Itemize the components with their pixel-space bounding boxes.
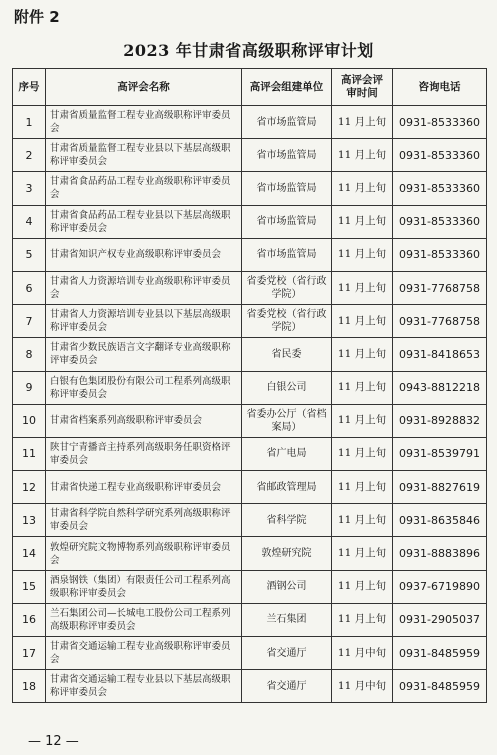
cell-phone: 0937-6719890 <box>393 570 487 603</box>
cell-index: 15 <box>13 570 46 603</box>
cell-review-time: 11 月上旬 <box>332 271 393 304</box>
cell-committee-name: 甘肃省交通运输工程专业高级职称评审委员会 <box>46 637 242 670</box>
cell-index: 7 <box>13 305 46 338</box>
cell-organizing-unit: 省民委 <box>242 338 332 371</box>
table-row <box>13 305 487 338</box>
header-index: 序号 <box>13 69 46 106</box>
cell-review-time: 11 月上旬 <box>332 471 393 504</box>
table-row <box>13 139 487 172</box>
table-row <box>13 205 487 238</box>
header-unit: 高评会组建单位 <box>242 69 332 106</box>
table-row <box>13 172 487 205</box>
cell-phone: 0931-8533360 <box>393 205 487 238</box>
cell-organizing-unit: 省广电局 <box>242 437 332 470</box>
page-number: — 12 — <box>28 734 79 749</box>
cell-review-time: 11 月上旬 <box>332 305 393 338</box>
cell-organizing-unit: 白银公司 <box>242 371 332 404</box>
cell-organizing-unit: 省科学院 <box>242 504 332 537</box>
cell-phone: 0931-2905037 <box>393 603 487 636</box>
cell-committee-name: 甘肃省质量监督工程专业县以下基层高级职称评审委员会 <box>46 139 242 172</box>
cell-phone: 0931-8533360 <box>393 238 487 271</box>
cell-index: 18 <box>13 670 46 703</box>
cell-review-time: 11 月上旬 <box>332 106 393 139</box>
cell-review-time: 11 月上旬 <box>332 205 393 238</box>
cell-index: 3 <box>13 172 46 205</box>
cell-phone: 0931-7768758 <box>393 305 487 338</box>
cell-index: 17 <box>13 637 46 670</box>
cell-phone: 0931-8533360 <box>393 172 487 205</box>
cell-organizing-unit: 省市场监管局 <box>242 205 332 238</box>
cell-phone: 0931-8485959 <box>393 670 487 703</box>
table-row <box>13 603 487 636</box>
table-row <box>13 537 487 570</box>
cell-phone: 0931-8539791 <box>393 437 487 470</box>
cell-committee-name: 白银有色集团股份有限公司工程系列高级职称评审委员会 <box>46 371 242 404</box>
cell-organizing-unit: 省交通厅 <box>242 670 332 703</box>
cell-review-time: 11 月上旬 <box>332 570 393 603</box>
table-body <box>13 106 487 703</box>
cell-index: 8 <box>13 338 46 371</box>
cell-review-time: 11 月上旬 <box>332 504 393 537</box>
table-row <box>13 404 487 437</box>
table-row <box>13 504 487 537</box>
cell-review-time: 11 月上旬 <box>332 338 393 371</box>
cell-organizing-unit: 兰石集团 <box>242 603 332 636</box>
cell-index: 9 <box>13 371 46 404</box>
cell-review-time: 11 月上旬 <box>332 371 393 404</box>
cell-phone: 0931-8418653 <box>393 338 487 371</box>
cell-committee-name: 甘肃省少数民族语言文字翻译专业高级职称评审委员会 <box>46 338 242 371</box>
cell-organizing-unit: 省市场监管局 <box>242 238 332 271</box>
cell-review-time: 11 月上旬 <box>332 603 393 636</box>
cell-review-time: 11 月上旬 <box>332 139 393 172</box>
cell-index: 4 <box>13 205 46 238</box>
cell-index: 14 <box>13 537 46 570</box>
cell-review-time: 11 月上旬 <box>332 537 393 570</box>
cell-phone: 0931-8928832 <box>393 404 487 437</box>
table-row <box>13 106 487 139</box>
cell-review-time: 11 月上旬 <box>332 404 393 437</box>
cell-committee-name: 兰石集团公司—长城电工股份公司工程系列高级职称评审委员会 <box>46 603 242 636</box>
cell-organizing-unit: 省邮政管理局 <box>242 471 332 504</box>
cell-organizing-unit: 敦煌研究院 <box>242 537 332 570</box>
cell-organizing-unit: 省委党校（省行政学院） <box>242 271 332 304</box>
table-row <box>13 670 487 703</box>
cell-organizing-unit: 省市场监管局 <box>242 172 332 205</box>
cell-organizing-unit: 省委办公厅（省档案局） <box>242 404 332 437</box>
cell-review-time: 11 月上旬 <box>332 437 393 470</box>
cell-index: 5 <box>13 238 46 271</box>
cell-index: 11 <box>13 437 46 470</box>
table-row <box>13 371 487 404</box>
review-plan-table <box>12 68 487 703</box>
table-row <box>13 271 487 304</box>
cell-committee-name: 甘肃省人力资源培训专业高级职称评审委员会 <box>46 271 242 304</box>
table-row <box>13 338 487 371</box>
cell-index: 10 <box>13 404 46 437</box>
cell-committee-name: 酒泉钢铁（集团）有限责任公司工程系列高级职称评审委员会 <box>46 570 242 603</box>
cell-organizing-unit: 省委党校（省行政学院） <box>242 305 332 338</box>
cell-phone: 0931-8827619 <box>393 471 487 504</box>
header-name: 高评会名称 <box>46 69 242 106</box>
table-row <box>13 471 487 504</box>
cell-organizing-unit: 省市场监管局 <box>242 106 332 139</box>
table-row <box>13 637 487 670</box>
cell-index: 13 <box>13 504 46 537</box>
table-row <box>13 570 487 603</box>
cell-committee-name: 甘肃省知识产权专业高级职称评审委员会 <box>46 238 242 271</box>
cell-committee-name: 甘肃省科学院自然科学研究系列高级职称评审委员会 <box>46 504 242 537</box>
cell-phone: 0931-8533360 <box>393 106 487 139</box>
cell-index: 12 <box>13 471 46 504</box>
cell-phone: 0931-8635846 <box>393 504 487 537</box>
table-row <box>13 238 487 271</box>
cell-review-time: 11 月上旬 <box>332 172 393 205</box>
cell-review-time: 11 月中旬 <box>332 670 393 703</box>
header-time: 高评会评审时间 <box>332 69 393 106</box>
cell-committee-name: 甘肃省人力资源培训专业县以下基层高级职称评审委员会 <box>46 305 242 338</box>
table-header-row <box>13 69 487 106</box>
cell-organizing-unit: 省市场监管局 <box>242 139 332 172</box>
cell-index: 16 <box>13 603 46 636</box>
cell-committee-name: 甘肃省快递工程专业高级职称评审委员会 <box>46 471 242 504</box>
cell-committee-name: 甘肃省档案系列高级职称评审委员会 <box>46 404 242 437</box>
cell-committee-name: 甘肃省交通运输工程专业县以下基层高级职称评审委员会 <box>46 670 242 703</box>
cell-committee-name: 甘肃省质量监督工程专业高级职称评审委员会 <box>46 106 242 139</box>
cell-review-time: 11 月上旬 <box>332 238 393 271</box>
page-title: 2023 年甘肃省高级职称评审计划 <box>123 41 374 60</box>
cell-index: 1 <box>13 106 46 139</box>
cell-phone: 0931-8883896 <box>393 537 487 570</box>
cell-organizing-unit: 省交通厅 <box>242 637 332 670</box>
cell-phone: 0943-8812218 <box>393 371 487 404</box>
cell-index: 2 <box>13 139 46 172</box>
attachment-label: 附件 2 <box>14 8 60 26</box>
header-phone: 咨询电话 <box>393 69 487 106</box>
cell-committee-name: 敦煌研究院文物博物系列高级职称评审委员会 <box>46 537 242 570</box>
cell-committee-name: 甘肃省食品药品工程专业高级职称评审委员会 <box>46 172 242 205</box>
cell-phone: 0931-8485959 <box>393 637 487 670</box>
table-row <box>13 437 487 470</box>
cell-organizing-unit: 酒钢公司 <box>242 570 332 603</box>
cell-phone: 0931-8533360 <box>393 139 487 172</box>
cell-committee-name: 陕甘宁青播音主持系列高级职务任职资格评审委员会 <box>46 437 242 470</box>
cell-review-time: 11 月中旬 <box>332 637 393 670</box>
cell-index: 6 <box>13 271 46 304</box>
cell-committee-name: 甘肃省食品药品工程专业县以下基层高级职称评审委员会 <box>46 205 242 238</box>
cell-phone: 0931-7768758 <box>393 271 487 304</box>
